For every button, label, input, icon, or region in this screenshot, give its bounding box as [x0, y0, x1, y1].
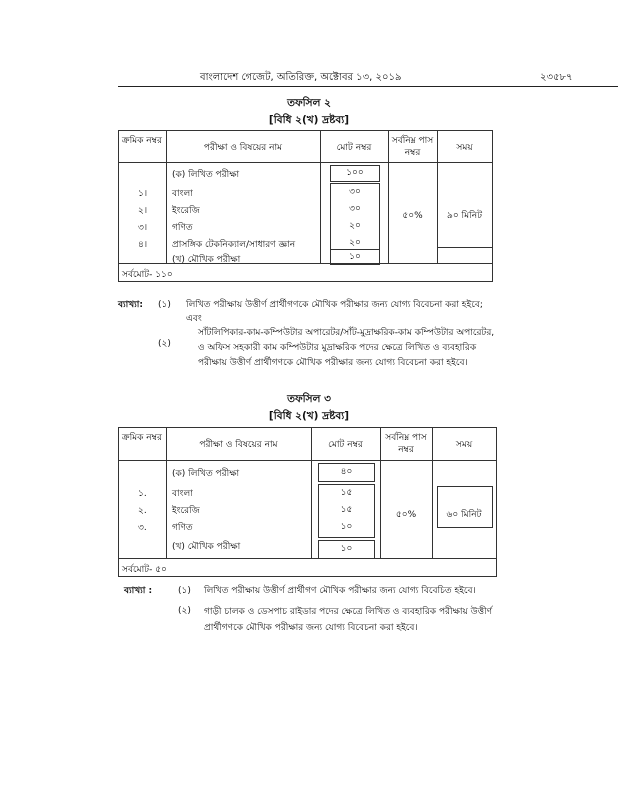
oral-label: (খ) মৌখিক পরীক্ষা: [172, 255, 241, 265]
notes2-label: ব্যাখ্যা:: [118, 300, 143, 310]
mark-2: ১৫: [340, 505, 353, 515]
notes3-item2-line2: প্রার্থীগণকে মৌখিক পরীক্ষার জন্য যোগ্য বিবেচনা করা হইবে।: [204, 623, 418, 633]
pass-mark: ৫০%: [402, 211, 423, 221]
notes3-item1: লিখিত পরীক্ষায় উত্তীর্ণ প্রার্থীগণ মৌখিক পরীক্ষার জন্য যোগ্য বিবেচিত হইবে।: [204, 586, 476, 596]
serial-2: ২।: [138, 206, 148, 216]
col-subject: পরীক্ষা ও বিষয়ের নাম: [203, 143, 283, 153]
pass-mark: ৫০%: [395, 510, 417, 520]
subject-3: গণিত: [172, 223, 193, 233]
col-serial: ক্রমিক নম্বর: [122, 136, 162, 146]
subject-1: বাংলা: [172, 189, 193, 199]
page-number: ২৩৫৮৭: [540, 72, 573, 83]
notes3-item2-num: (২): [178, 606, 191, 616]
col-subject: পরীক্ষা ও বিষয়ের নাম: [199, 440, 278, 450]
grand-total: সর্বমোট- ৫০: [122, 565, 167, 575]
serial-4: ৪।: [138, 240, 148, 250]
mark-3: ১০: [340, 522, 353, 532]
oral-marks: ১০: [318, 540, 375, 559]
serial-list: [138, 186, 147, 254]
oral-label: (খ) মৌখিক পরীক্ষা: [172, 542, 241, 552]
subject-list: [172, 486, 200, 537]
notes3-item1-num: (১): [178, 586, 191, 596]
mark-3: ২০: [349, 221, 361, 231]
notes3-item2-line1: গাড়ী চালক ও ডেসপাচ রাইডার পদের ক্ষেত্রে লিখিত ও ব্যবহারিক পরীক্ষায় উত্তীর্ণ: [204, 607, 493, 617]
running-title: বাংলাদেশ গেজেট, অতিরিক্ত, অক্টোবর ১৩, ২০১৯: [200, 72, 402, 83]
written-label: (ক) লিখিত পরীক্ষা: [172, 170, 240, 180]
notes2-item2: [198, 326, 518, 371]
grand-total: সর্বমোট- ১১০: [122, 270, 173, 280]
subject-2: ইংরেজি: [172, 206, 200, 216]
col-time: সময়: [455, 440, 473, 450]
serial-1: ১.: [138, 489, 147, 499]
notes3-label: ব্যাখ্যা :: [124, 586, 153, 596]
notes2-item2-line1: সাঁটলিপিকার-কাম-কম্পিউটার অপারেটর/সাঁট-মুদ্রাক্ষরিক-কাম কম্পিউটার অপারেটর,: [198, 328, 495, 338]
marks-list: [330, 183, 380, 250]
col-total: মোট নম্বর: [336, 143, 372, 153]
serial-3: ৩.: [138, 523, 147, 533]
serial-3: ৩।: [138, 223, 148, 233]
col-pass: সর্বনিম্ন পাস নম্বর: [391, 136, 434, 158]
subject-list: [172, 186, 295, 254]
col-time: সময়: [456, 143, 473, 153]
written-label: (ক) লিখিত পরীক্ষা: [172, 469, 240, 479]
mark-2: ৩০: [349, 204, 361, 214]
written-total: ৪০: [318, 463, 375, 482]
notes2-item2-num: (২): [158, 339, 171, 349]
subject-1: বাংলা: [172, 489, 193, 499]
mark-4: ২০: [349, 238, 361, 248]
mark-1: ৩০: [349, 187, 361, 197]
notes2-item1-line2: এবং: [186, 314, 202, 324]
col-pass: সর্বনিম্ন পাস নম্বর: [385, 433, 427, 455]
subject-2: ইংরেজি: [172, 506, 200, 516]
notes3-item2: [204, 604, 524, 636]
serial-2: ২.: [138, 506, 147, 516]
notes2-item1-line1: লিখিত পরীক্ষায় উত্তীর্ণ প্রার্থীগণকে মৌখিক পরীক্ষার জন্য যোগ্য বিবেচনা করা হইবে;: [186, 300, 483, 310]
mark-1: ১৫: [340, 488, 353, 498]
schedule3-subtitle: [বিধি ২(খ) দ্রষ্টব্য]: [268, 410, 350, 422]
written-total: ১০০: [330, 165, 380, 182]
col-serial: ক্রমিক নম্বর: [122, 433, 162, 443]
time: ৯০ মিনিট: [447, 211, 482, 221]
notes2-item1: [186, 298, 506, 326]
col-total: মোট নম্বর: [328, 440, 363, 450]
marks-list: [318, 484, 375, 538]
oral-marks: ১০: [330, 249, 380, 265]
notes2-item1-num: (১): [158, 300, 171, 310]
subject-4: প্রাসঙ্গিক টেকনিক্যাল/সাধারণ জ্ঞান: [172, 240, 296, 250]
notes2-item2-line3: পরীক্ষায় উত্তীর্ণ প্রার্থীগণকে মৌখিক পরীক্ষার জন্য যোগ্য বিবেচনা করা হইবে।: [198, 358, 468, 368]
serial-list: [138, 486, 147, 537]
schedule2-title: তফসিল ২: [287, 97, 331, 109]
serial-1: ১।: [138, 189, 148, 199]
schedule2-subtitle: [বিধি ২(খ) দ্রষ্টব্য]: [268, 114, 350, 126]
subject-3: গণিত: [172, 523, 193, 533]
schedule3-title: তফসিল ৩: [287, 393, 331, 405]
time: ৬০ মিনিট: [446, 510, 482, 520]
header-rule: [118, 86, 618, 87]
notes2-item2-line2: ও অফিস সহকারী কাম কম্পিউটার মুদ্রাক্ষরিক পদের ক্ষেত্রে লিখিত ও ব্যবহারিক: [198, 343, 477, 353]
